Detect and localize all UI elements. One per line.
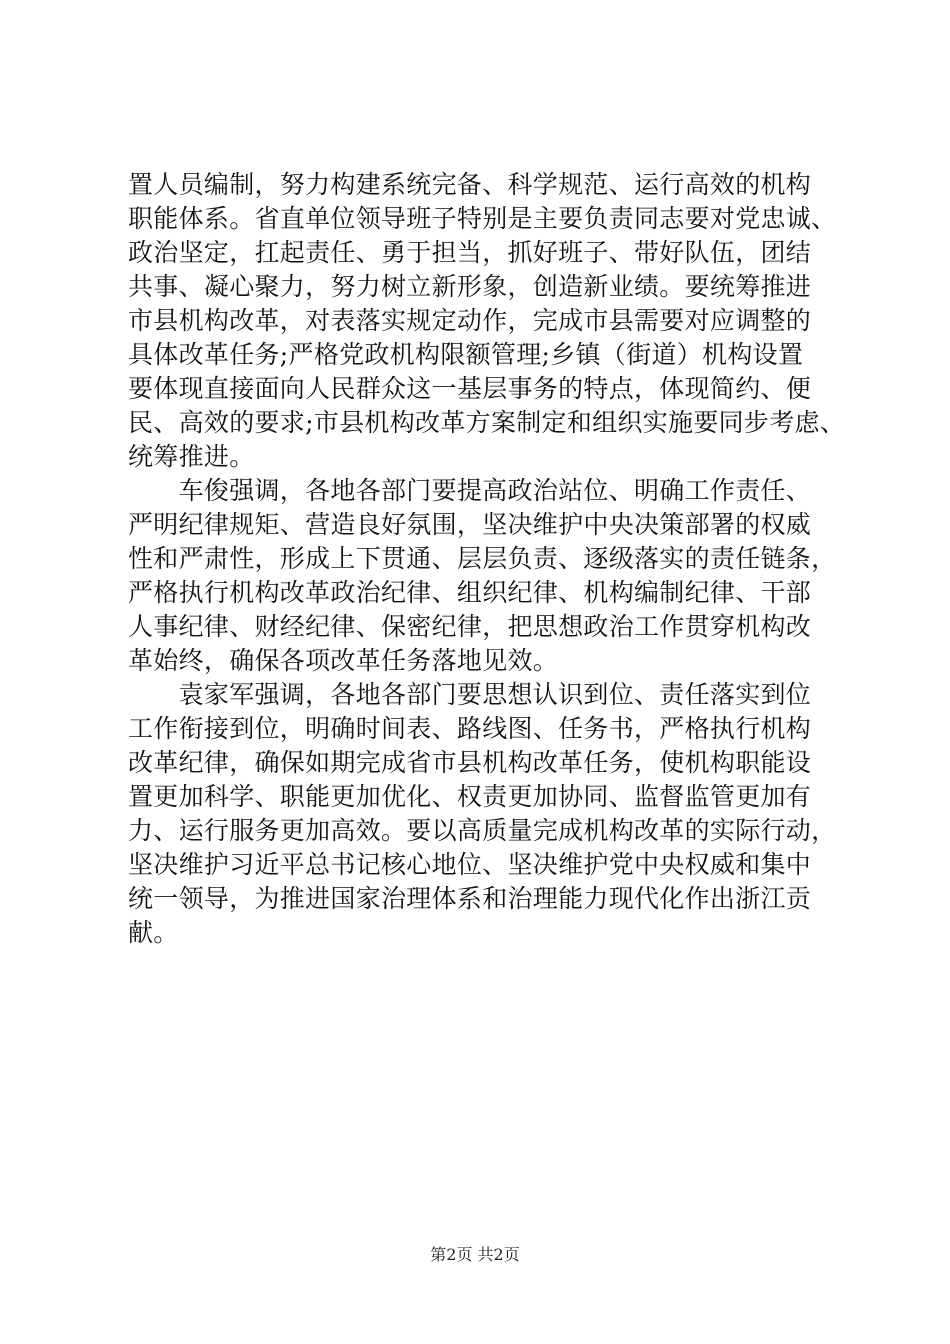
text-line: 置更加科学、职能更加优化、权责更加协同、监督监管更加有 <box>128 782 812 811</box>
text-line: 袁家军强调，各地各部门要思想认识到位、责任落实到位 <box>128 680 812 709</box>
text-line: 改革纪律，确保如期完成省市县机构改革任务，使机构职能设 <box>128 748 812 777</box>
text-line: 具体改革任务;严格党政机构限额管理;乡镇（街道）机构设置 <box>128 340 804 369</box>
text-line: 要体现直接面向人民群众这一基层事务的特点，体现简约、便 <box>128 374 812 403</box>
text-line: 工作衔接到位，明确时间表、路线图、任务书，严格执行机构 <box>128 714 812 743</box>
text-line: 统一领导，为推进国家治理体系和治理能力现代化作出浙江贡 <box>128 884 812 913</box>
text-line: 共事、凝心聚力，努力树立新形象，创造新业绩。要统筹推进 <box>128 272 812 301</box>
page-number-footer: 第2页 共2页 <box>430 1245 520 1264</box>
text-line: 献。 <box>128 918 179 947</box>
text-line: 置人员编制，努力构建系统完备、科学规范、运行高效的机构 <box>128 170 812 199</box>
text-line: 严格执行机构改革政治纪律、组织纪律、机构编制纪律、干部 <box>128 578 812 607</box>
text-line: 革始终，确保各项改革任务落地见效。 <box>128 646 559 675</box>
text-line: 车俊强调，各地各部门要提高政治站位、明确工作责任、 <box>128 476 812 505</box>
text-line: 力、运行服务更加高效。要以高质量完成机构改革的实际行动， <box>128 816 837 845</box>
text-line: 市县机构改革，对表落实规定动作，完成市县需要对应调整的 <box>128 306 812 335</box>
text-line: 性和严肃性，形成上下贯通、层层负责、逐级落实的责任链条， <box>128 544 837 573</box>
body-text <box>128 168 848 950</box>
text-line: 职能体系。省直单位领导班子特别是主要负责同志要对党忠诚、 <box>128 204 837 233</box>
text-line: 统筹推进。 <box>128 442 255 471</box>
text-line: 人事纪律、财经纪律、保密纪律，把思想政治工作贯穿机构改 <box>128 612 812 641</box>
text-line: 政治坚定，扛起责任、勇于担当，抓好班子、带好队伍，团结 <box>128 238 812 267</box>
text-line: 坚决维护习近平总书记核心地位、坚决维护党中央权威和集中 <box>128 850 812 879</box>
text-line: 民、高效的要求;市县机构改革方案制定和组织实施要同步考虑、 <box>128 408 846 437</box>
text-line: 严明纪律规矩、营造良好氛围，坚决维护中央决策部署的权威 <box>128 510 812 539</box>
